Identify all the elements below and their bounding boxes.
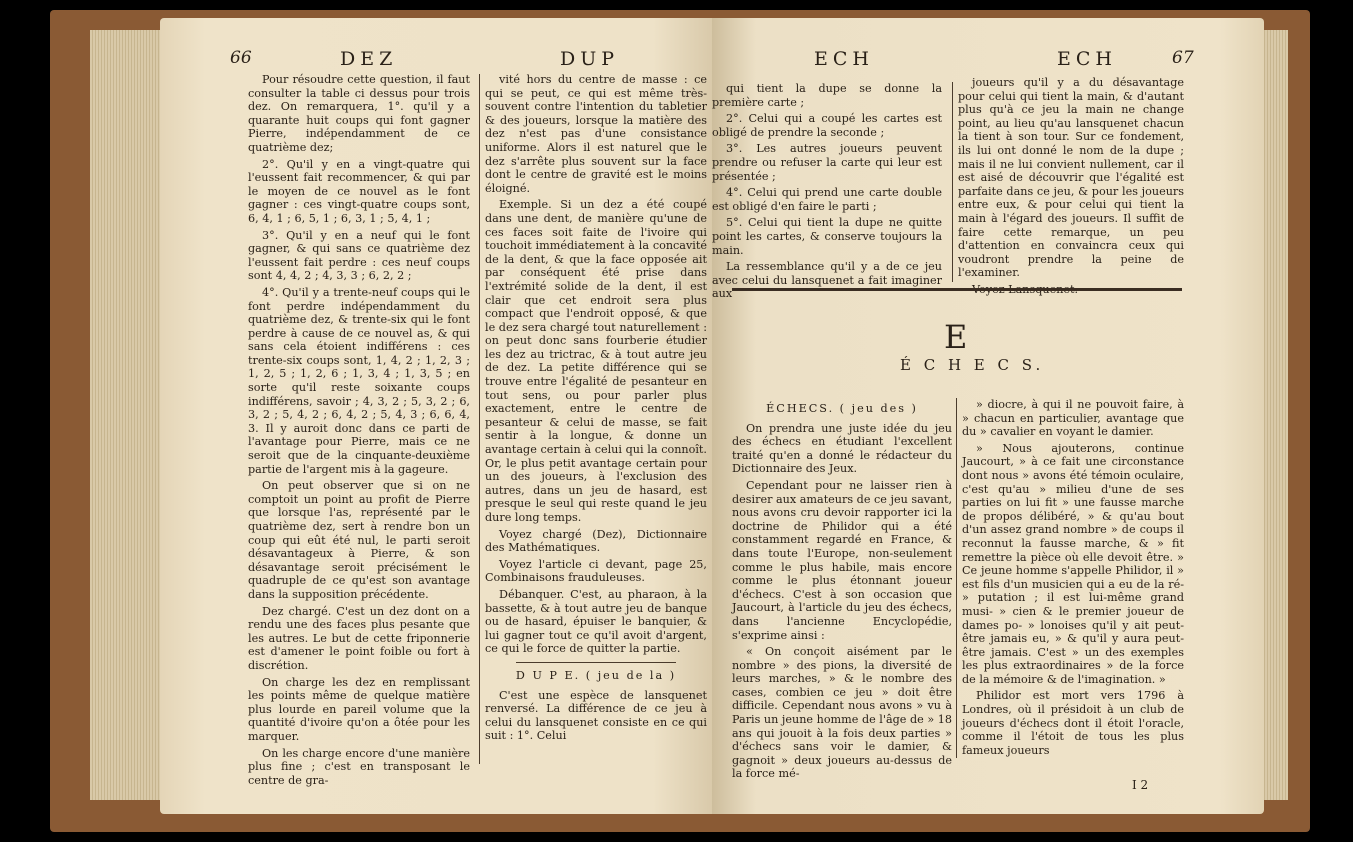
article-title-echecs: ÉCHECS. ( jeu des ) [766, 402, 918, 415]
right-top-column-1 [712, 82, 942, 304]
paragraph: Voyez chargé (Dez), Dictionnaire des Mathématiques. [485, 527, 707, 555]
paragraph: 4°. Celui qui prend une carte double est obligé d'en faire le parti ; [712, 186, 942, 213]
paragraph: On charge les dez en remplissant les points même de quelque matière plus lourde en pareil volume que la quantité d'ivoire qu'on a ôtée pour les marquer. [248, 675, 470, 743]
paragraph: Dez chargé. C'est un dez dont on a rendu une des faces plus pesante que les autres. Le but de cette friponnerie est d'amener le point foible ou fort à discrétion. [248, 604, 470, 672]
paragraph: Voyez l'article ci devant, page 25, Combinaisons frauduleuses. [485, 557, 707, 585]
paragraph: 3°. Les autres joueurs peuvent prendre ou refuser la carte qui leur est présentée ; [712, 142, 942, 183]
paragraph: On prendra une juste idée du jeu des échecs en étudiant l'excellent traité qu'en a donné le rédacteur du Dictionnaire des Jeux. [732, 421, 952, 476]
paragraph: qui tient la dupe se donne la première carte ; [712, 82, 942, 109]
paragraph: On peut observer que si on ne comptoit un point au profit de Pierre que lorsque l'as, représenté par le quatrième dez, sert à rendre bon un coup qui eût été nul, le parti seroit désavantageux à Pierre, & son désavantage seroit précisément le quadruple de ce qu'est son avantage dans la supposition précédente. [248, 479, 470, 601]
paragraph: C'est une espèce de lansquenet renversé. La différence de ce jeu à celui du lansquenet consiste en ce qui suit : 1°. Celui [485, 688, 707, 743]
left-page [160, 18, 720, 814]
column-divider [956, 398, 957, 758]
right-page [712, 18, 1264, 814]
paragraph: Pour résoudre cette question, il faut consulter la table ci dessus pour trois dez. On remarquera, 1°. qu'il y a quarante huit coups qui font gagner Pierre, indépendamment de ce quatrième dez; [248, 73, 470, 154]
column-divider [952, 82, 953, 282]
paragraph: Philidor est mort vers 1796 à Londres, où il présidoit à un club de joueurs d'échecs dont il étoit l'oracle, comme il l'étoit de tous les plus fameux joueurs [962, 689, 1184, 757]
page-edges-right [1262, 30, 1288, 800]
right-bottom-column-1 [732, 398, 952, 784]
paragraph: La ressemblance qu'il y a de ce jeu avec celui du lansquenet a fait imaginer aux [712, 260, 942, 301]
paragraph: Débanquer. C'est, au pharaon, à la bassette, & à tout autre jeu de banque ou de hasard, épuiser le banquier, & lui gagner tout ce qu'il avoit d'argent, ce qui le force de quitter la partie. [485, 587, 707, 656]
paragraph: » Nous ajouterons, continue Jaucourt, » à ce fait une circonstance dont nous » avons été témoin oculaire, c'est qu'au » milieu d'une de ses parties on lui fit » une fausse marche de propos délibéré, » & qu'au bout d'un assez grand nombre » de coups il reconnut la fausse marche, & » fit remettre la pièce où elle devoit être. » Ce jeune homme s'appelle Philidor, il » est fils d'un musicien qui a eu de la ré- » putation ; il est lui-même grand musi- » cien & le premier joueur de dames po- » lonoises qu'il y ait peut-être jamais eu, » & qu'il y aura peut-être jamais. C'est » un des exemples les plus extraordinaires » de la force de la mémoire & de l'imagination. » [962, 441, 1184, 686]
left-column-2 [485, 73, 707, 746]
paragraph: 5°. Celui qui tient la dupe ne quitte point les cartes, & conserve toujours la main. [712, 216, 942, 257]
page-edges-left [90, 30, 162, 800]
paragraph: 2°. Celui qui a coupé les cartes est obligé de prendre la seconde ; [712, 112, 942, 139]
paragraph: » diocre, à qui il ne pouvoit faire, à » chacun en particulier, avantage que du » cavalier en voyant le damier. [962, 398, 1184, 439]
section-title-dupe: D U P E. ( jeu de la ) [515, 668, 677, 682]
running-header-left: ECH [814, 48, 874, 70]
left-column-1 [248, 73, 470, 790]
paragraph: 2°. Qu'il y en a vingt-quatre qui l'eussent fait recommencer, & qui par le moyen de ce nouvel as le font gagner : ces vingt-quatre coups sont, 6, 4, 1 ; 6, 5, 1 ; 6, 3, 1 ; 5, 4, 1 ; [248, 157, 470, 225]
chapter-letter: E [944, 318, 968, 356]
paragraph: 3°. Qu'il y en a neuf qui le font gagner, & qui sans ce quatrième dez l'eussent fait perdre : ces neuf coups sont 4, 4, 2 ; 4, 3, 3 ; 6, 2, 2 ; [248, 228, 470, 283]
right-top-column-2 [958, 76, 1184, 300]
page-number: 66 [230, 48, 252, 68]
section-rule [516, 662, 676, 663]
paragraph: joueurs qu'il y a du désavantage pour celui qui tient la main, & d'autant plus qu'à ce jeu la main ne change point, au lieu qu'au lansquenet chacun la tient à son tour. Sur ce fondement, ils lui ont donné le nom de la dupe ; mais il ne lui convient nullement, car il est aisé de découvrir que l'égalité est parfaite dans ce jeu, & pour les joueurs entre eux, & pour celui qui tient la main à l'égard des joueurs. Il suffit de faire cette remarque, un peu d'attention en convaincra ceux qui voudront prendre la peine de l'examiner. [958, 76, 1184, 280]
section-heading: É C H E C S. [900, 356, 1045, 374]
paragraph: On les charge encore d'une manière plus fine ; c'est en transposant le centre de gra- [248, 746, 470, 787]
running-header-right: ECH [1057, 48, 1117, 70]
paragraph: vité hors du centre de masse : ce qui se peut, ce qui est même très-souvent contre l'intention du tabletier & des joueurs, lorsque la matière des dez n'est pas d'une consistance uniforme. Alors il est naturel que le dez s'arrête plus souvent sur la face dont le centre de gravité est le moins éloigné. [485, 73, 707, 195]
paragraph: Cependant pour ne laisser rien à desirer aux amateurs de ce jeu savant, nous avons cru devoir rapporter ici la doctrine de Philidor qui a été constamment regardé en France, & dans toute l'Europe, non-seulement comme le plus habile, mais encore comme le plus étonnant joueur d'échecs. C'est à son occasion que Jaucourt, à l'article du jeu des échecs, dans l'ancienne Encyclopédie, s'exprime ainsi : [732, 478, 952, 642]
right-bottom-column-2 [962, 398, 1184, 760]
running-header-right: DUP [560, 48, 620, 70]
column-divider [479, 74, 480, 764]
chapter-rule [732, 288, 1182, 291]
running-header-left: DEZ [340, 48, 398, 70]
paragraph: 4°. Qu'il y a trente-neuf coups qui le font perdre indépendamment du quatrième dez, & trente-six qui le font perdre à cause de ce nouvel as, & qui sans cela étoient indifférens : ces trente-six coups sont, 1, 4, 2 ; 1, 2, 3 ; 1, 2, 5 ; 1, 2, 6 ; 1, 3, 4 ; 1, 3, 5 ; en sorte qu'il reste soixante coups indifférens, savoir ; 4, 3, 2 ; 5, 3, 2 ; 6, 3, 2 ; 5, 4, 2 ; 6, 4, 2 ; 5, 4, 3 ; 6, 6, 4, 3. Il y auroit donc dans ce parti de l'avantage pour Pierre, mais ce ne seroit que de la cinquante-deuxième partie de l'argent mis à la gageure. [248, 285, 470, 476]
signature-mark: I 2 [1132, 778, 1149, 792]
paragraph: « On conçoit aisément par le nombre » des pions, la diversité de leurs marches, » & le nombre des cases, combien ce jeu » doit être difficile. Cependant nous avons » vu à Paris un jeune homme de l'âge de » 18 ans qui jouoit à la fois deux parties » d'échecs sans voir le damier, & gagnoit » deux joueurs au-dessus de la force mé- [732, 645, 952, 781]
page-number: 67 [1172, 48, 1194, 68]
paragraph: Exemple. Si un dez a été coupé dans une dent, de manière qu'une de ces faces soit faite de l'ivoire qui touchoit immédiatement à la concavité de la dent, & que la face opposée ait par conséquent été prise dans l'extrémité solide de la dent, il est clair que cet endroit sera plus compact que l'endroit opposé, & que le dez sera chargé tout naturellement : on peut donc sans fourberie étudier les dez au trictrac, & à tout autre jeu de dez. La petite différence qui se trouve entre l'égalité de pesanteur en tout sens, ou pour parler plus exactement, entre le centre de pesanteur & celui de masse, se fait sentir à la longue, & donne un avantage certain à celui qui la connoît. Or, le plus petit avantage certain pour un des joueurs, à l'exclusion des autres, dans un jeu de hasard, est presque le seul qui reste quand le jeu dure long temps. [485, 198, 707, 524]
